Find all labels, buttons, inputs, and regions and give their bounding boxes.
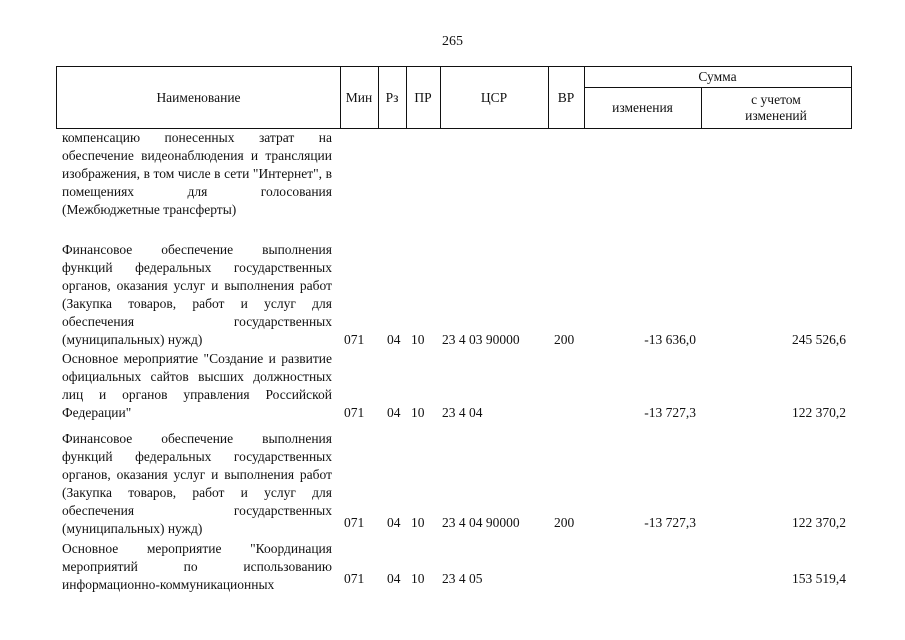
row-name: Основное мероприятие "Создание и развитие официальных сайтов высших должностных лиц и органов управления Российской Федерации"	[62, 351, 332, 420]
header-changes: изменения	[612, 100, 673, 115]
row-min: 071	[344, 515, 365, 530]
row-pr: 10	[411, 571, 425, 586]
header-csr: ЦСР	[480, 89, 508, 105]
row-vr: 200	[554, 515, 575, 530]
row-rz: 04	[387, 515, 401, 530]
row-name: Финансовое обеспечение выполнения функций федеральных государственных органов, оказания услуг и выполнения работ (Закупка товаров, работ и услуг для обеспечения государственных (муниципальных) нужд)	[62, 242, 332, 347]
row-total: 122 370,2	[792, 515, 846, 530]
row-csr: 23 4 03 90000	[442, 332, 520, 347]
page-number: 265	[442, 34, 463, 49]
header-vr: ВР	[557, 89, 575, 105]
header-name: Наименование	[156, 89, 241, 105]
table-header	[56, 66, 852, 129]
row-changes: -13 727,3	[644, 515, 696, 530]
row-csr: 23 4 04 90000	[442, 515, 520, 530]
row-pr: 10	[411, 405, 425, 420]
row-name: Основное мероприятие "Координация мероприятий по использованию информационно-коммуникационных	[62, 541, 332, 592]
row-name: компенсацию понесенных затрат на обеспечение видеонаблюдения и трансляции изображения, в том числе в сети "Интернет", в помещениях для голосования (Межбюджетные трансферты)	[62, 130, 332, 217]
row-name: Финансовое обеспечение выполнения функций федеральных государственных органов, оказания услуг и выполнения работ (Закупка товаров, работ и услуг для обеспечения государственных (муниципальных) нужд)	[62, 431, 332, 536]
row-rz: 04	[387, 332, 401, 347]
row-total: 122 370,2	[792, 405, 846, 420]
header-rz: Рз	[385, 89, 399, 105]
row-changes: -13 636,0	[644, 332, 696, 347]
row-csr: 23 4 04	[442, 405, 483, 420]
row-rz: 04	[387, 571, 401, 586]
row-csr: 23 4 05	[442, 571, 483, 586]
header-with-changes: с учетом изменений	[745, 92, 807, 123]
row-pr: 10	[411, 332, 425, 347]
header-sum: Сумма	[698, 69, 737, 84]
header-pr: ПР	[414, 89, 432, 105]
row-min: 071	[344, 405, 365, 420]
row-min: 071	[344, 571, 365, 586]
row-rz: 04	[387, 405, 401, 420]
row-changes: -13 727,3	[644, 405, 696, 420]
header-min: Мин	[345, 89, 373, 105]
row-pr: 10	[411, 515, 425, 530]
row-min: 071	[344, 332, 365, 347]
row-vr: 200	[554, 332, 575, 347]
row-total: 245 526,6	[792, 332, 846, 347]
row-total: 153 519,4	[792, 571, 846, 586]
